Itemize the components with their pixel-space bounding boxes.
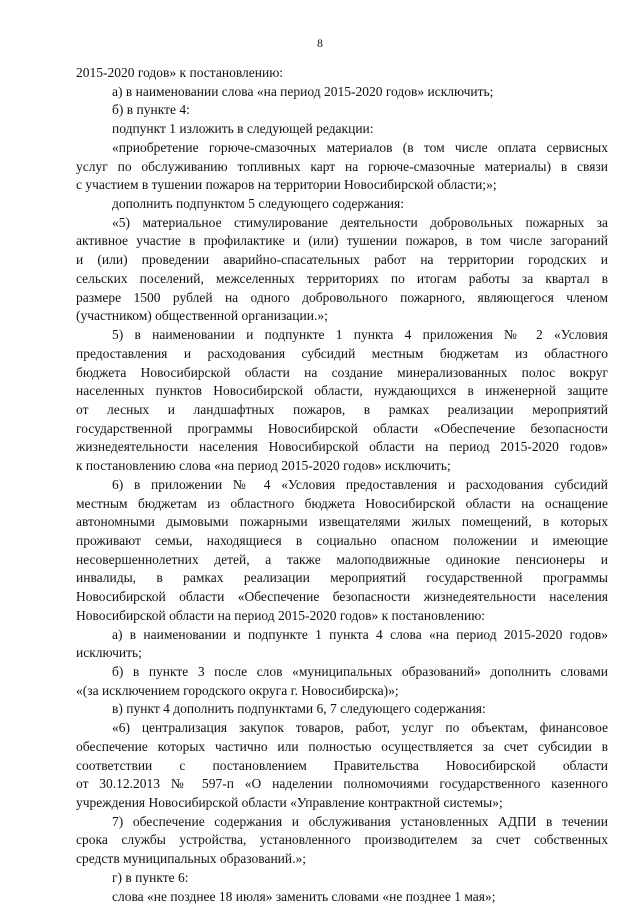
text-line: «6) централизация закупок товаров, работ, услуг по объектам, финансовое xyxy=(112,720,608,736)
text-line: срока службы устройства, установленного производителем за счет собственных xyxy=(76,832,608,848)
text-line: к постановлению слова «на период 2015-2020 годов» исключить; xyxy=(76,458,451,474)
text-line: предоставления и расходования субсидий местным бюджетам из областного xyxy=(76,345,608,361)
text-line: а) в наименовании и подпункте 1 пункта 4 слова «на период 2015-2020 годов» xyxy=(112,626,608,642)
text-line: подпункт 1 изложить в следующей редакции: xyxy=(112,121,374,137)
text-line: средств муниципальных образований.»; xyxy=(76,851,307,867)
text-line: и (или) проведении аварийно-спасательных работ на территории городских и xyxy=(76,252,608,268)
text-line: местным бюджетам из областного бюджета Новосибирской области на оснащение xyxy=(76,495,608,511)
text-line: населенных пунктов Новосибирской области, нуждающихся в инженерной защите xyxy=(76,383,608,399)
text-line: «5) материальное стимулирование деятельности добровольных пожарных за xyxy=(112,214,608,230)
text-line: соответствии с постановлением Правительства Новосибирской области xyxy=(76,757,608,773)
text-line: учреждения Новосибирской области «Управление контрактной системы»; xyxy=(76,795,503,811)
text-line: «приобретение горюче-смазочных материалов (в том числе оплата сервисных xyxy=(112,139,608,155)
text-line: г) в пункте 6: xyxy=(112,869,189,885)
text-line: обеспечение которых частично или полностью осуществляется за счет субсидии в xyxy=(76,738,608,754)
text-line: а) в наименовании слова «на период 2015-2020 годов» исключить; xyxy=(112,83,494,99)
text-line: б) в пункте 3 после слов «муниципальных образований» дополнить словами xyxy=(112,664,608,679)
text-line: инвалиды, в рамках реализации мероприятий государственной программы xyxy=(76,570,608,586)
text-line: б) в пункте 4: xyxy=(112,102,190,118)
text-line: (участником) общественной организации.»; xyxy=(76,308,328,324)
text-line: слова «не позднее 18 июля» заменить словами «не позднее 1 мая»; xyxy=(112,888,496,904)
text-line: с участием в тушении пожаров на территории Новосибирской области;»; xyxy=(76,177,497,193)
text-line: 2015-2020 годов» к постановлению: xyxy=(76,65,284,80)
text-line: исключить; xyxy=(76,645,142,661)
text-line: дополнить подпунктом 5 следующего содержания: xyxy=(112,196,404,212)
text-line: Новосибирской области «Обеспечение безопасности жизнедеятельности населения xyxy=(76,589,608,605)
text-line: активное участие в профилактике и (или) тушении пожаров, в том числе загораний xyxy=(76,233,608,249)
text-line: «(за исключением городского округа г. Новосибирска)»; xyxy=(76,682,399,698)
text-line: от 30.12.2013 № 597-п «О наделении полномочиями государственного казенного xyxy=(76,776,608,792)
text-line: услуг по обслуживанию топливных карт на горюче-смазочные материалы) в связи xyxy=(76,158,608,174)
text-line: 7) обеспечение содержания и обслуживания установленных АДПИ в течении xyxy=(112,813,608,829)
page-number: 8 xyxy=(317,38,323,50)
text-line: размере 1500 рублей на одного добровольного пожарного, являющегося членом xyxy=(76,289,608,305)
text-line: Новосибирской области на период 2015-2020 годов» к постановлению: xyxy=(76,607,486,623)
document-body xyxy=(76,64,608,906)
text-line: 6) в приложении № 4 «Условия предоставления и расходования субсидий xyxy=(112,476,608,492)
text-line: от лесных и ландшафтных пожаров, в рамках реализации мероприятий xyxy=(76,401,608,417)
text-line: 5) в наименовании и подпункте 1 пункта 4 приложения № 2 «Условия xyxy=(112,327,608,343)
text-line: бюджета Новосибирской области на создание минерализованных полос вокруг xyxy=(76,364,608,380)
text-line: несовершеннолетних детей, а также малоподвижные одинокие пенсионеры и xyxy=(76,551,608,567)
text-line: государственной программы Новосибирской области «Обеспечение безопасности xyxy=(76,420,608,436)
text-line: в) пункт 4 дополнить подпунктами 6, 7 следующего содержания: xyxy=(112,701,486,717)
text-line: сельских поселений, межселенных территориях по итогам работы за квартал в xyxy=(76,270,608,286)
text-line: жизнедеятельности населения Новосибирской области на период 2015-2020 годов» xyxy=(76,439,608,455)
text-line: автономными дымовыми пожарными извещателями жилых помещений, в которых xyxy=(76,514,608,530)
text-line: проживают семьи, находящиеся в социально опасном положении и имеющие xyxy=(76,532,608,548)
